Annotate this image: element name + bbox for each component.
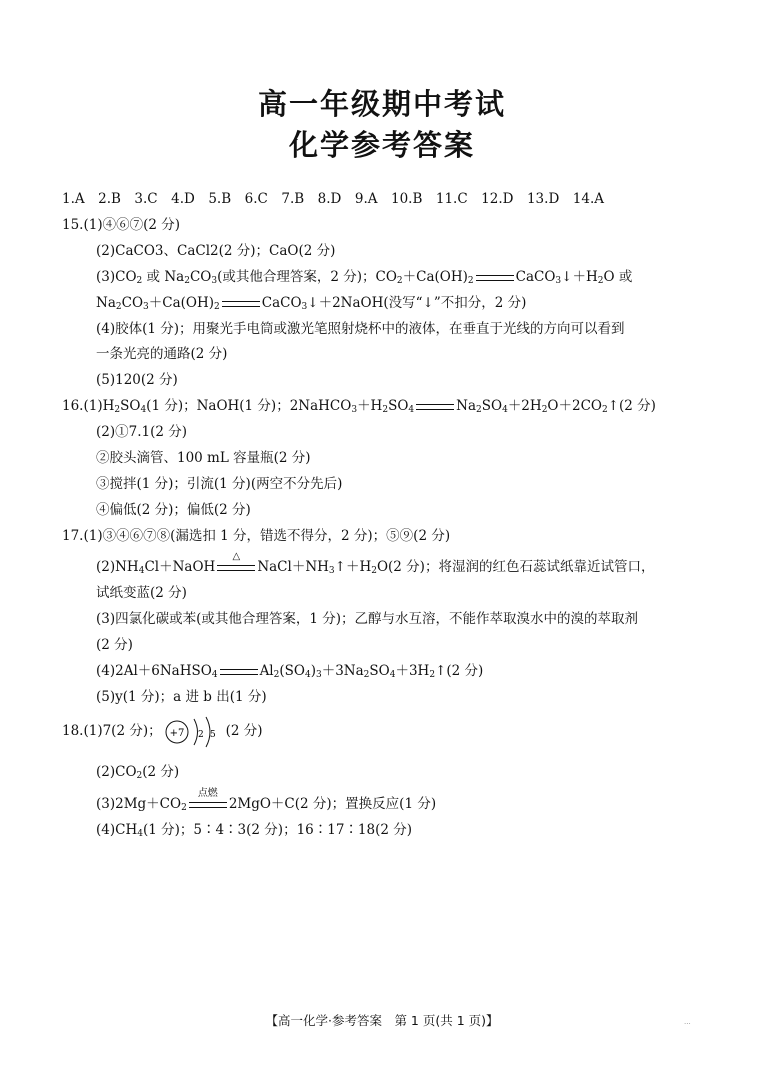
q15-line-5: (4)胶体(1 分)；用聚光手电筒或激光笔照射烧杯中的液体，在垂直于光线的方向可以看到: [96, 321, 625, 337]
q18-line-1: 18.(1)7(2 分)； +7 2 5 (2 分): [62, 714, 263, 749]
mc-answers: 1.A 2.B 3.C 4.D 5.B 6.C 7.B 8.D 9.A 10.B 11.C 12.D 13.D 14.A: [62, 191, 604, 207]
q17-line-7: (5)y(1 分)；a 进 b 出(1 分): [96, 689, 267, 705]
heat-equals-sign: △: [217, 565, 255, 571]
ignite-equals-sign: 点燃: [189, 802, 227, 808]
q15-line-7: (5)120(2 分): [96, 372, 178, 388]
q17-line-6: (4)2Al＋6NaHSO$_4$ $Al_2(SO_4)_3+3Na_2SO_4+3H_2↑(2$ 分): [96, 663, 484, 680]
q17-line-4: (3)四氯化碳或苯(或其他合理答案，1 分)；乙醇与水互溶，不能作萃取溴水中的溴的萃取剂: [96, 611, 639, 627]
q17-line-3: 试纸变蓝(2 分): [96, 585, 187, 601]
page-footer: 【高一化学·参考答案 第 1 页(共 1 页)】: [265, 1013, 499, 1028]
q16-line-3: ②胶头滴管、100 mL 容量瓶(2 分): [96, 450, 311, 466]
nucleus-charge: +7: [169, 727, 184, 739]
shell-1-electrons: 2: [197, 729, 204, 740]
equals-sign: [222, 301, 260, 307]
q16-line-1: $16.(1)H_2SO_4(1$ 分)；NaOH(1 分)；$2NaHCO_3+H_2SO_4$ $Na_2SO_4+2H_2O+2CO_2↑(2$ 分): [62, 398, 656, 415]
q16-line-2: (2)①7.1(2 分): [96, 424, 188, 440]
q16-line-4: ③搅拌(1 分)；引流(1 分)(两空不分先后): [96, 476, 343, 492]
q15-line-4: $Na_2CO_3+Ca(OH)_2$ CaCO$_3$↓＋2NaOH(没写“↓”不扣分，2 分): [96, 295, 527, 312]
equals-sign: [416, 404, 454, 410]
shell-2-electrons: 5: [209, 729, 216, 740]
q15-line-3: $(3)CO_2$ 或 $Na_2CO_3$(或其他合理答案，2 分)；$CO_2+Ca(OH)_2$ $CaCO_3↓+H_2O$ 或: [96, 269, 633, 286]
q18-line-4: $(4)CH_4(1$ 分)；5∶4∶3(2 分)；16∶17∶18(2 分): [96, 822, 413, 839]
atomic-structure-diagram: [164, 715, 224, 749]
page-mark: ...: [684, 1018, 691, 1026]
page-subtitle: 化学参考答案: [288, 128, 475, 162]
q15-line-2: (2)CaCO3、CaCl2(2 分)；CaO(2 分): [96, 243, 336, 259]
q17-line-1: 17.(1)③④⑥⑦⑧(漏选扣 1 分，错选不得分，2 分)；⑤⑨(2 分): [62, 528, 451, 544]
q18-line-2: $(2)CO_2(2$ 分): [96, 764, 180, 781]
equals-sign: [476, 275, 514, 281]
page-title: 高一年级期中考试: [257, 87, 506, 121]
q15-line-6: 一条光亮的通路(2 分): [96, 346, 228, 362]
q18-line-3: $(3)2Mg+CO_2$ 点燃 2MgO＋C(2 分)；置换反应(1 分): [96, 787, 437, 813]
q16-line-5: ④偏低(2 分)；偏低(2 分): [96, 502, 251, 518]
q15-line-1: 15.(1)④⑥⑦(2 分): [62, 217, 181, 233]
q17-line-5: (2 分): [96, 637, 133, 653]
q17-line-2: $(2)NH_4Cl+NaOH$ △ $NaCl+NH_3↑+H_2O(2$ 分)；将湿润的红色石蕊试纸靠近试管口，: [96, 550, 655, 576]
equals-sign: [220, 669, 258, 675]
